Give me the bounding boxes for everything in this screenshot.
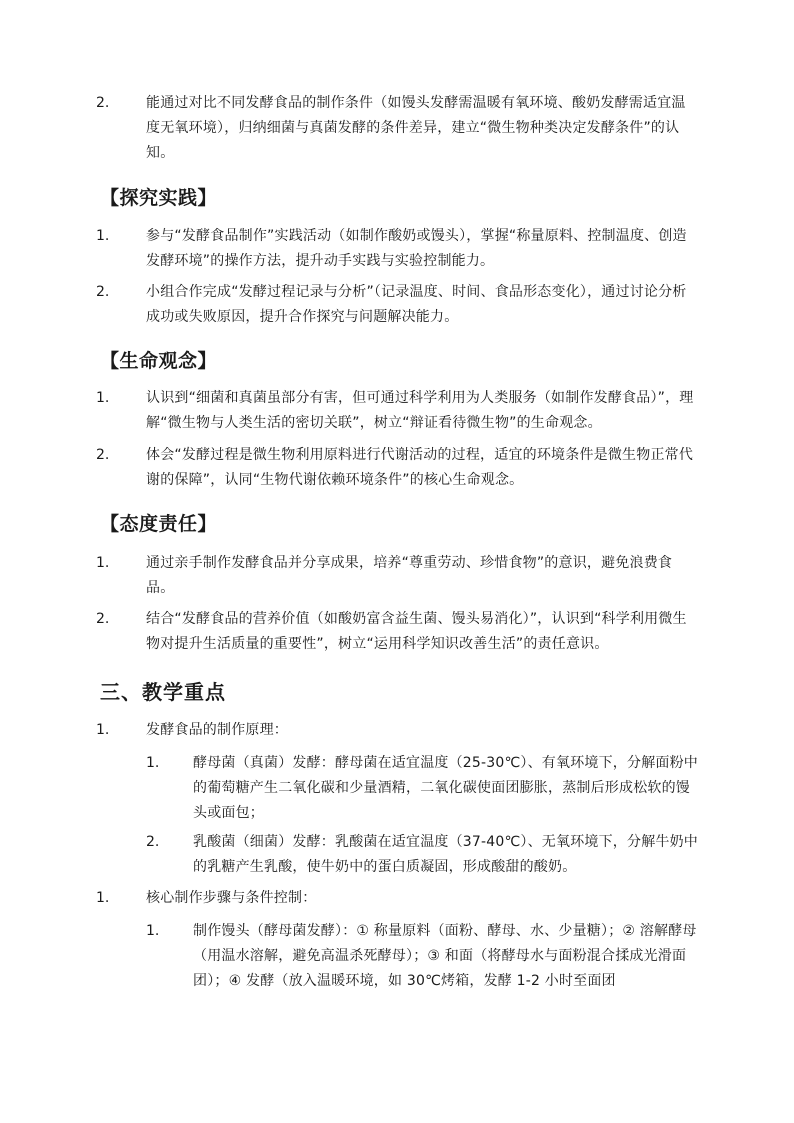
list-item-text: 核心制作步骤与条件控制： <box>146 890 317 906</box>
list-item-text: 认识到“细菌和真菌虽部分有害，但可通过科学利用为人类服务（如制作发酵食品）”，理解“微生物与人类生活的密切关联”，树立“辩证看待微生物”的生命观念。 <box>146 390 694 431</box>
sub-list-number: 2. <box>146 834 160 850</box>
list-number: 2. <box>96 95 110 111</box>
list-item-text: 结合“发酵食品的营养价值（如酸奶富含益生菌、馒头易消化）”，认识到“科学利用微生物对提升生活质量的重要性”，树立“运用科学知识改善生活”的责任意识。 <box>146 611 687 652</box>
section-heading-explore: 【探究实践】 <box>100 187 218 209</box>
sub-list-item-text: 制作馒头（酵母菌发酵）：① 称量原料（面粉、酵母、水、少量糖）；② 溶解酵母（用温水溶解，避免高温杀死酵母）；③ 和面（将酵母水与面粉混合揉成光滑面团）；④ 发酵（放入温暖环境，如 30℃烤箱，发酵 1-2 小时至面团 <box>193 923 697 989</box>
sub-list-number: 1. <box>146 923 160 939</box>
list-item-text: 体会“发酵过程是微生物利用原料进行代谢活动的过程，适宜的环境条件是微生物正常代谢的保障”，认同“生物代谢依赖环境条件”的核心生命观念。 <box>146 447 694 488</box>
sub-list-item-text: 乳酸菌（细菌）发酵：乳酸菌在适宜温度（37-40℃）、无氧环境下，分解牛奶中的乳糖产生乳酸，使牛奶中的蛋白质凝固，形成酸甜的酸奶。 <box>193 834 699 875</box>
section-heading-life: 【生命观念】 <box>100 350 218 372</box>
list-number: 2. <box>96 284 110 300</box>
list-item-text: 通过亲手制作发酵食品并分享成果，培养“尊重劳动、珍惜食物”的意识，避免浪费食品。 <box>146 555 673 596</box>
sub-list-number: 1. <box>146 755 160 771</box>
list-item-text: 能通过对比不同发酵食品的制作条件（如馒头发酵需温暖有氧环境、酸奶发酵需适宜温度无氧环境），归纳细菌与真菌发酵的条件差异，建立“微生物种类决定发酵条件”的认知。 <box>146 95 686 161</box>
list-number: 1. <box>96 555 110 571</box>
list-item-text: 发酵食品的制作原理： <box>146 722 288 738</box>
list-item-text: 参与“发酵食品制作”实践活动（如制作酸奶或馒头），掌握“称量原料、控制温度、创造发酵环境”的操作方法，提升动手实践与实验控制能力。 <box>146 228 687 269</box>
section-heading-focus: 三、教学重点 <box>100 680 226 704</box>
list-item-text: 小组合作完成“发酵过程记录与分析”（记录温度、时间、食品形态变化），通过讨论分析成功或失败原因，提升合作探究与问题解决能力。 <box>146 284 687 325</box>
list-number: 1. <box>96 722 110 738</box>
section-heading-attitude: 【态度责任】 <box>100 513 218 535</box>
list-number: 1. <box>96 228 110 244</box>
list-number: 2. <box>96 611 110 627</box>
list-number: 2. <box>96 447 110 463</box>
list-number: 1. <box>96 390 110 406</box>
list-number: 1. <box>96 890 110 906</box>
sub-list-item-text: 酵母菌（真菌）发酵：酵母菌在适宜温度（25-30℃）、有氧环境下，分解面粉中的葡萄糖产生二氧化碳和少量酒精，二氧化碳使面团膨胀，蒸制后形成松软的馒头或面包； <box>193 755 699 821</box>
